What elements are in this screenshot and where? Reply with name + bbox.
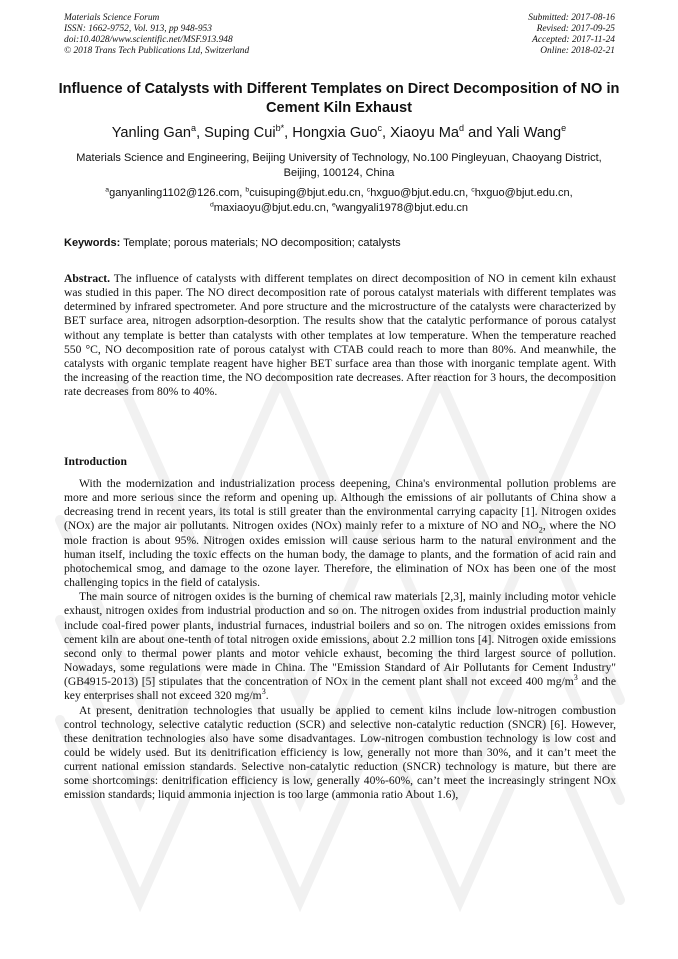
keywords-text: Template; porous materials; NO decomposition; catalysts bbox=[120, 237, 401, 249]
journal-copyright: © 2018 Trans Tech Publications Ltd, Switzerland bbox=[64, 46, 250, 56]
affiliation: Materials Science and Engineering, Beijing University of Technology, No.100 Pingleyuan, Chaoyang District, Beijing, 100124, China bbox=[76, 152, 602, 179]
section-heading-introduction: Introduction bbox=[64, 455, 127, 468]
author-list bbox=[30, 123, 648, 143]
email-mark: e bbox=[331, 201, 336, 209]
author-name: Hongxia Guo bbox=[292, 125, 378, 141]
email-list bbox=[60, 186, 618, 216]
paragraph-text: With the modernization and industrialization process deepening, China's environmental pollution problems are more and more serious since the reform and opening up. Although the emissions of air pollutants of China show a decreasing trend in recent years, its total is still greater than the environmental carrying capacity [1]. Nitrogen oxides (NOx) are the major air pollutants. Nitrogen oxides (NOx) mainly refer to a mixture of NO and NO bbox=[64, 477, 616, 533]
introduction-body bbox=[64, 477, 616, 803]
superscript: 3 bbox=[261, 687, 266, 697]
abstract-text: The influence of catalysts with different templates on direct decomposition of NO in cement kiln exhaust was studied in this paper. The NO direct decomposition rate of porous catalyst materials with different templates was determined by infrared spectrometer. And pore structure and the microstructure of the catalysts were characterized by BET surface area, nitrogen adsorption-desorption. The results show that the catalytic performance of porous catalyst without any template is better than catalysts with other templates at low temperature. When the temperature reached 550 °C, NO decomposition rate of porous catalyst with CTAB could reach to more than 80%. And meanwhile, the catalysts with organic template reagent have higher BET surface area than those with inorganic template agent. With the increasing of the reaction time, the NO decomposition rate decreases. After reaction for 3 hours, the decomposition rate decreases from 80% to 40%. bbox=[64, 272, 616, 399]
author-affil-mark: b* bbox=[275, 123, 285, 134]
email-address: wangyali1978@bjut.edu.cn bbox=[335, 202, 469, 214]
date-online: Online: 2018-02-21 bbox=[540, 46, 615, 56]
journal-issn: ISSN: 1662-9752, Vol. 913, pp 948-953 bbox=[64, 24, 212, 34]
author-separator: , bbox=[381, 125, 391, 141]
paragraph-text: The main source of nitrogen oxides is the burning of chemical raw materials [2,3], mainly including motor vehicle exhaust, nitrogen oxides from industrial production and so on. The nitrogen oxides from industrial production mainly include coal-fired power plants, industrial furnaces, industrial boilers and so on. The nitrogen oxides emissions from cement kiln are about one-tenth of total nitrogen oxide emissions, about 2.2 million tons [4]. Nitrogen oxide emissions second only to thermal power plants and motor vehicle exhaust, becoming the third largest source of pollution. Nowadays, some regulations were made in China. The "Emission Standard of Air Pollutants for Cement Industry" (GB4915-2013) [5] stipulates that the concentration of NOx in the cement plant shall not exceed 400 mg/m bbox=[64, 590, 616, 689]
journal-info bbox=[64, 13, 249, 57]
author-separator: , bbox=[284, 125, 293, 141]
author-name: Xiaoyu Ma bbox=[390, 125, 460, 141]
publication-dates bbox=[528, 13, 615, 57]
email-address: ganyanling1102@126.com, bbox=[109, 187, 246, 199]
email-address: cuisuping@bjut.edu.cn, bbox=[249, 187, 367, 199]
date-revised: Revised: 2017-09-25 bbox=[536, 24, 615, 34]
author-affil-mark: e bbox=[561, 123, 567, 134]
abstract bbox=[64, 272, 616, 399]
date-accepted: Accepted: 2017-11-24 bbox=[532, 35, 615, 45]
author-name: Yanling Gan bbox=[111, 125, 192, 141]
paper-title: Influence of Catalysts with Different Templates on Direct Decomposition of NO in Cement Kiln Exhaust bbox=[58, 81, 620, 116]
paragraph-text: and the key enterprises shall not exceed 320 mg/m bbox=[64, 675, 616, 703]
superscript: 3 bbox=[573, 673, 578, 683]
author-name: Yali Wang bbox=[496, 125, 562, 141]
email-mark: a bbox=[105, 186, 110, 194]
journal-name: Materials Science Forum bbox=[64, 13, 160, 23]
author-affil-mark: c bbox=[377, 123, 382, 134]
journal-doi: doi:10.4028/www.scientific.net/MSF.913.948 bbox=[64, 35, 233, 45]
subscript: 2 bbox=[538, 525, 543, 535]
abstract-label: Abstract. bbox=[64, 272, 111, 285]
keywords bbox=[64, 236, 616, 250]
author-affil-mark: d bbox=[459, 123, 465, 134]
date-submitted: Submitted: 2017-08-16 bbox=[528, 13, 615, 23]
email-mark: b bbox=[245, 186, 250, 194]
email-address: hxguo@bjut.edu.cn, bbox=[370, 187, 472, 199]
paragraph-text: , where the NO mole fraction is about 95%. Nitrogen oxides emission will cause serious harm to the natural environment and the human itself, including the toxic effects on the human body, the damage to plants, and the formation of acid rain and photochemical smog, and damage to the ozone layer. Therefore, the elimination of NOx has been one of the most challenging topics in the field of catalysis. bbox=[64, 519, 616, 590]
author-separator: and bbox=[464, 125, 497, 141]
author-name: Suping Cui bbox=[204, 125, 276, 141]
email-address: maxiaoyu@bjut.edu.cn, bbox=[213, 202, 332, 214]
paragraph-text: . bbox=[265, 689, 269, 703]
keywords-label: Keywords: bbox=[64, 237, 121, 249]
paragraph bbox=[64, 590, 616, 703]
paragraph bbox=[64, 477, 616, 590]
email-mark: c bbox=[471, 186, 475, 194]
email-address: hxguo@bjut.edu.cn, bbox=[474, 187, 573, 199]
email-mark: d bbox=[209, 201, 214, 209]
author-separator: , bbox=[196, 125, 205, 141]
paragraph: At present, denitration technologies that usually be applied to cement kilns include low-nitrogen combustion control technology, selective catalytic reduction (SCR) and selective non-catalytic reduction (SNCR) [6]. However, these denitration technologies also have some disadvantages. Low-nitrogen combustion technology is low cost and could be widely used. But its denitrification efficiency is low, generally not more than 30%, and it can’t meet the current national emission standards. Selective non-catalytic reduction (SNCR) technology is mature, but there are some shortcomings: denitrification efficiency is low, generally 40%-60%, can’t meet the increasingly stringent NOx emission standards; liquid ammonia injection is too large (ammonia ratio About 1.6), bbox=[64, 703, 616, 802]
email-mark: c bbox=[366, 186, 371, 194]
author-affil-mark: a bbox=[191, 123, 197, 134]
